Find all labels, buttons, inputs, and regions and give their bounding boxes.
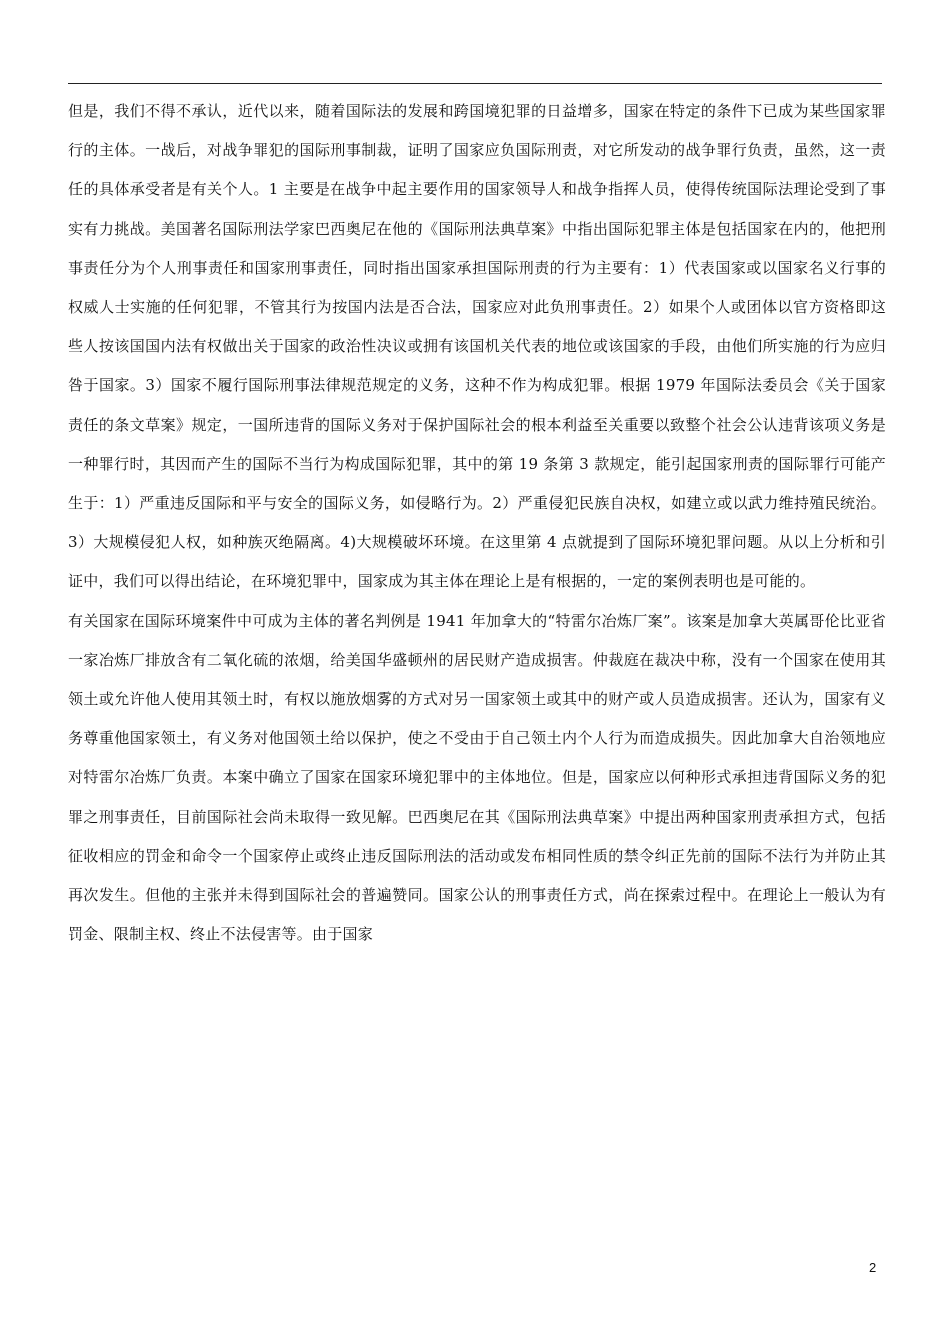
document-body [68, 92, 886, 954]
header-rule [68, 83, 882, 84]
paragraph-1: 但是，我们不得不承认，近代以来，随着国际法的发展和跨国境犯罪的日益增多，国家在特定的条件下已成为某些国家罪行的主体。一战后，对战争罪犯的国际刑事制裁，证明了国家应负国际刑责，对它所发动的战争罪行负责，虽然，这一责任的具体承受者是有关个人。1 主要是在战争中起主要作用的国家领导人和战争指挥人员，使得传统国际法理论受到了事实有力挑战。美国著名国际刑法学家巴西奥尼在他的《国际刑法典草案》中指出国际犯罪主体是包括国家在内的，他把刑事责任分为个人刑事责任和国家刑事责任，同时指出国家承担国际刑责的行为主要有：1）代表国家或以国家名义行事的权威人士实施的任何犯罪，不管其行为按国内法是否合法，国家应对此负刑事责任。2）如果个人或团体以官方资格即这些人按该国国内法有权做出关于国家的政治性决议或拥有该国机关代表的地位或该国家的手段，由他们所实施的行为应归咎于国家。3）国家不履行国际刑事法律规范规定的义务，这种不作为构成犯罪。根据 1979 年国际法委员会《关于国家责任的条文草案》规定，一国所违背的国际义务对于保护国际社会的根本利益至关重要以致整个社会公认违背该项义务是一种罪行时，其因而产生的国际不当行为构成国际犯罪，其中的第 19 条第 3 款规定，能引起国家刑责的国际罪行可能产生于：1）严重违反国际和平与安全的国际义务，如侵略行为。2）严重侵犯民族自决权，如建立或以武力维持殖民统治。3）大规模侵犯人权，如种族灭绝隔离。4)大规模破坏环境。在这里第 4 点就提到了国际环境犯罪问题。从以上分析和引证中，我们可以得出结论，在环境犯罪中，国家成为其主体在理论上是有根据的，一定的案例表明也是可能的。 [68, 102, 886, 591]
paragraph-2: 有关国家在国际环境案件中可成为主体的著名判例是 1941 年加拿大的“特雷尔冶炼厂案”。该案是加拿大英属哥伦比亚省一家冶炼厂排放含有二氧化硫的浓烟，给美国华盛顿州的居民财产造成损害。仲裁庭在裁决中称，没有一个国家在使用其领土或允许他人使用其领土时，有权以施放烟雾的方式对另一国家领土或其中的财产或人员造成损害。还认为，国家有义务尊重他国家领土，有义务对他国领土给以保护，使之不受由于自己领土内个人行为而造成损失。因此加拿大自治领地应对特雷尔冶炼厂负责。本案中确立了国家在国家环境犯罪中的主体地位。但是，国家应以何种形式承担违背国际义务的犯罪之刑事责任，目前国际社会尚未取得一致见解。巴西奥尼在其《国际刑法典草案》中提出两种国家刑责承担方式，包括征收相应的罚金和命令一个国家停止或终止违反国际刑法的活动或发布相同性质的禁令纠正先前的国际不法行为并防止其再次发生。但他的主张并未得到国际社会的普遍赞同。国家公认的刑事责任方式，尚在探索过程中。在理论上一般认为有罚金、限制主权、终止不法侵害等。由于国家 [68, 611, 886, 944]
page-number: 2 [869, 1260, 877, 1275]
